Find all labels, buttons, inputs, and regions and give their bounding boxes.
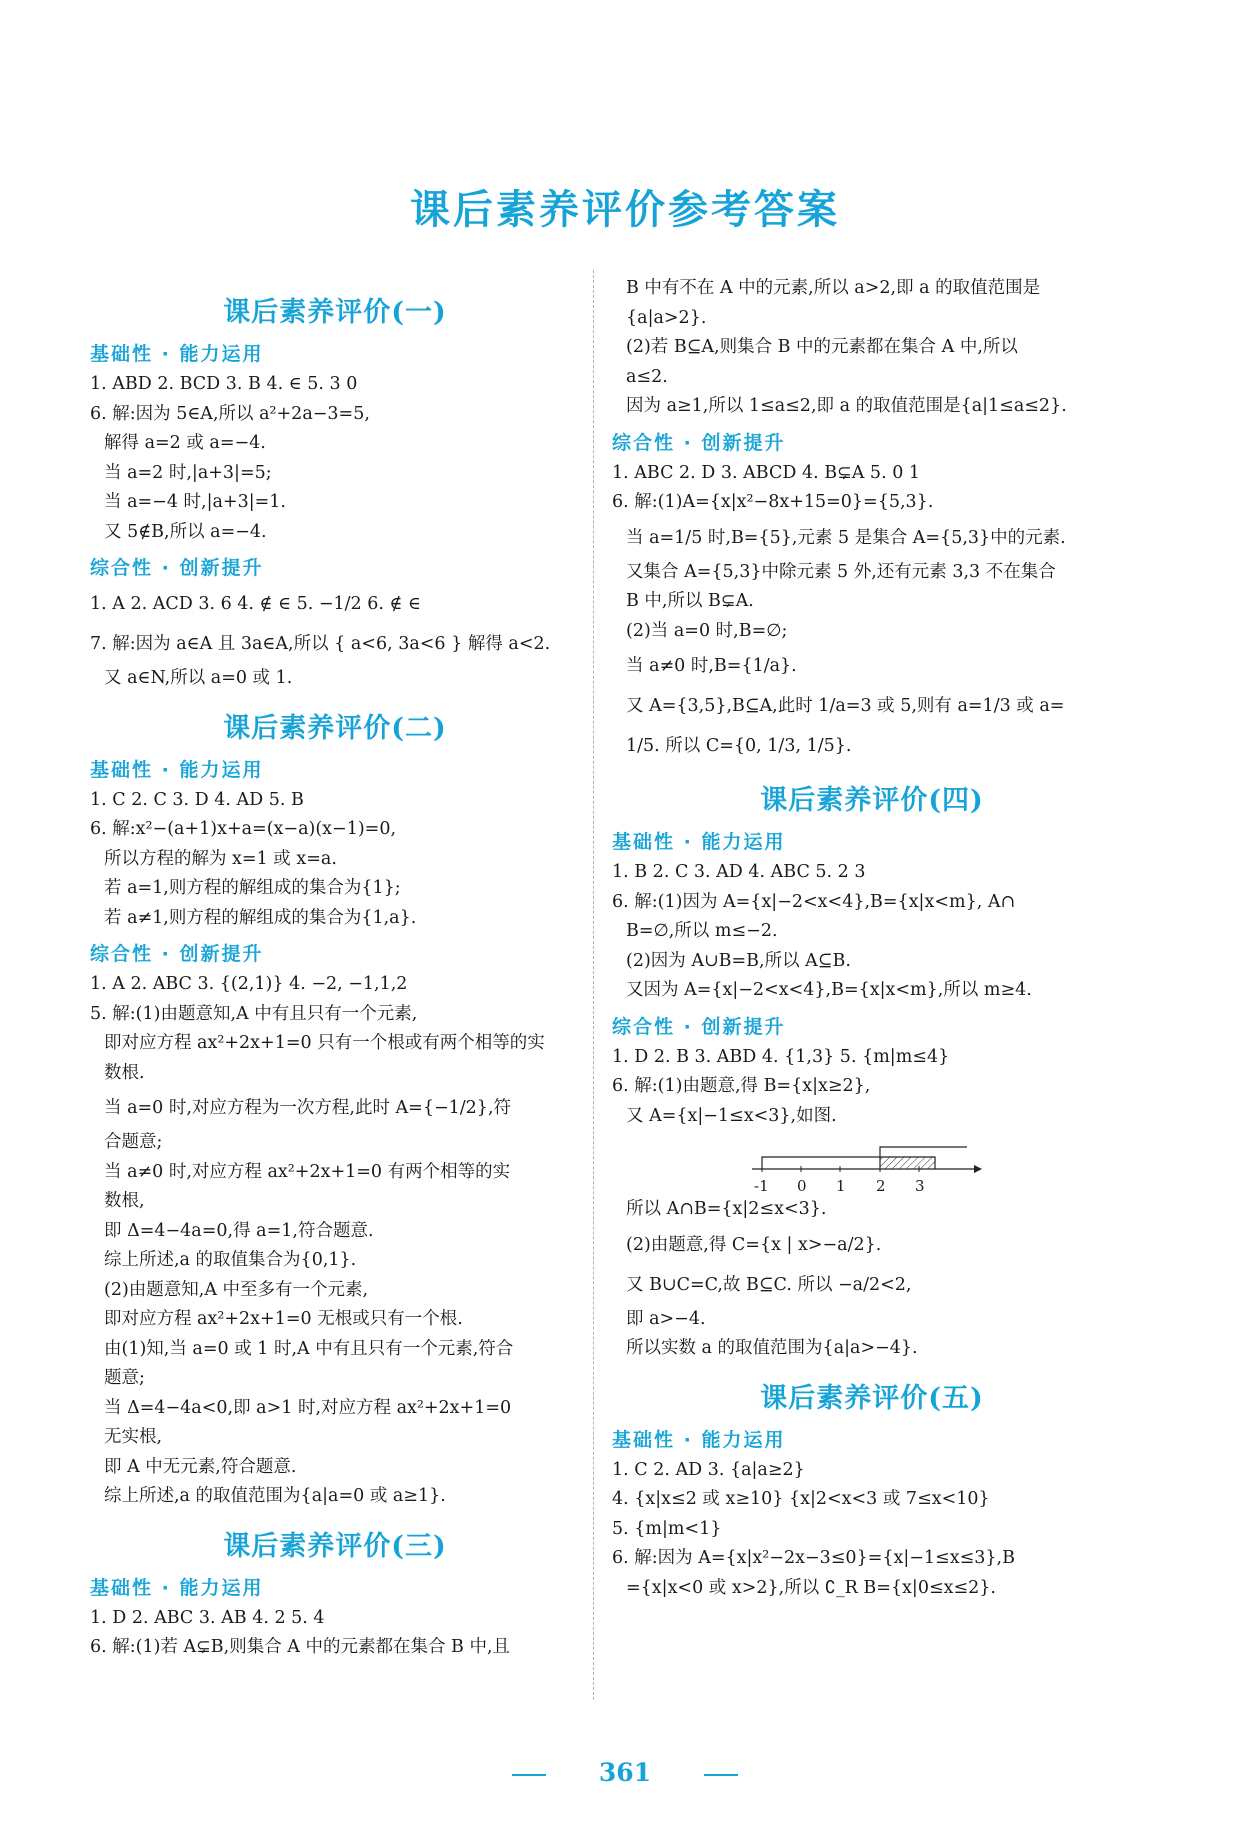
answer-line: 即对应方程 ax²+2x+1=0 只有一个根或有两个相等的实 — [104, 1033, 545, 1053]
number-line-figure — [752, 1139, 982, 1195]
answer-line: 综上所述,a 的取值范围为{a|a=0 或 a≥1}. — [104, 1486, 446, 1506]
answer-line: 6. 解:(1)若 A⊊B,则集合 A 中的元素都在集合 B 中,且 — [90, 1637, 511, 1657]
answer-line: 即 Δ=4−4a=0,得 a=1,符合题意. — [104, 1220, 374, 1241]
answer-line: 6. 解:(1)由题意,得 B={x|x≥2}, — [612, 1076, 871, 1096]
answer-line: (2)因为 A∪B=B,所以 A⊆B. — [626, 950, 851, 971]
answer-line: 5. {m|m<1} — [612, 1518, 722, 1539]
answer-line: 当 a=1/5 时,B={5},元素 5 是集合 A={5,3}中的元素. — [626, 527, 1066, 548]
answer-line: 1. C 2. C 3. D 4. AD 5. B — [90, 789, 304, 810]
answer-line: (2)由题意,得 C={x | x>−a/2}. — [626, 1234, 882, 1255]
answer-line: 1/5. 所以 C={0, 1/3, 1/5}. — [626, 736, 852, 756]
answer-line: 解得 a=2 或 a=−4. — [104, 433, 266, 453]
answer-line: 1. B 2. C 3. AD 4. ABC 5. 2 3 — [612, 862, 866, 882]
answer-line: 当 a=0 时,对应方程为一次方程,此时 A={−1/2},符 — [104, 1098, 512, 1118]
answer-line: 当 Δ=4−4a<0,即 a>1 时,对应方程 ax²+2x+1=0 — [104, 1397, 512, 1418]
answer-line: 6. 解:(1)A={x|x²−8x+15=0}={5,3}. — [612, 492, 934, 512]
answer-line: 又 A={x|−1≤x<3},如图. — [626, 1105, 837, 1126]
section-5-basic-heading: 基础性 · 能力运用 — [612, 1428, 786, 1451]
answer-line: 1. D 2. B 3. ABD 4. {1,3} 5. {m|m≤4} — [612, 1046, 950, 1067]
answer-line: B 中,所以 B⊊A. — [626, 591, 754, 611]
answer-line: (2)当 a=0 时,B=∅; — [626, 620, 788, 641]
answer-line: 综上所述,a 的取值集合为{0,1}. — [104, 1250, 357, 1270]
answer-line: ={x|x<0 或 x>2},所以 ∁_R B={x|0≤x≤2}. — [626, 1577, 996, 1598]
answer-line: 5. 解:(1)由题意知,A 中有且只有一个元素, — [90, 1003, 418, 1024]
section-3-advanced-heading: 综合性 · 创新提升 — [612, 431, 786, 454]
answer-line: B=∅,所以 m≤−2. — [626, 921, 778, 941]
answer-line: 题意; — [104, 1368, 145, 1388]
answer-line: 1. A 2. ABC 3. {(2,1)} 4. −2, −1,1,2 — [90, 974, 408, 994]
answer-line: 又因为 A={x|−2<x<4},B={x|x<m},所以 m≥4. — [626, 980, 1032, 1000]
answer-line: 1. D 2. ABC 3. AB 4. 2 5. 4 — [90, 1607, 325, 1628]
answer-line: a≤2. — [626, 366, 668, 387]
answer-line: 6. 解:因为 A={x|x²−2x−3≤0}={x|−1≤x≤3},B — [612, 1548, 1015, 1568]
answer-line: 即对应方程 ax²+2x+1=0 无根或只有一个根. — [104, 1309, 463, 1329]
answer-line: 1. C 2. AD 3. {a|a≥2} — [612, 1459, 805, 1480]
number-line-label: 0 — [797, 1177, 807, 1195]
answer-line: 又 B∪C=C,故 B⊆C. 所以 −a/2<2, — [626, 1274, 912, 1295]
right-column — [612, 274, 1132, 1603]
number-line-label: 3 — [915, 1177, 925, 1195]
answer-line: 当 a=2 时,|a+3|=5; — [104, 462, 272, 483]
answer-line: 又 5∉B,所以 a=−4. — [104, 521, 267, 542]
answer-line: (2)若 B⊆A,则集合 B 中的元素都在集合 A 中,所以 — [626, 337, 1018, 357]
answer-line: 即 A 中无元素,符合题意. — [104, 1456, 297, 1477]
answer-line: 又集合 A={5,3}中除元素 5 外,还有元素 3,3 不在集合 — [626, 561, 1056, 582]
answer-line: 所以 A∩B={x|2≤x<3}. — [626, 1199, 827, 1219]
section-4-advanced-heading: 综合性 · 创新提升 — [612, 1015, 786, 1038]
page-title: 课后素养评价参考答案 — [410, 186, 840, 233]
answer-line: 当 a≠0 时,对应方程 ax²+2x+1=0 有两个相等的实 — [104, 1161, 511, 1182]
section-title-2: 课后素养评价(二) — [223, 712, 447, 744]
answer-line: 当 a≠0 时,B={1/a}. — [626, 656, 797, 676]
page-number: 361 — [598, 1758, 652, 1787]
section-2-basic-heading: 基础性 · 能力运用 — [90, 758, 264, 781]
answer-line: 1. ABD 2. BCD 3. B 4. ∈ 5. 3 0 — [90, 374, 358, 394]
answer-line: 数根, — [104, 1191, 145, 1211]
answer-line: 由(1)知,当 a=0 或 1 时,A 中有且只有一个元素,符合 — [104, 1338, 514, 1359]
left-column — [90, 278, 580, 1663]
answer-line: 若 a=1,则方程的解组成的集合为{1}; — [104, 878, 401, 898]
column-divider — [593, 270, 594, 1700]
answer-line: {a|a>2}. — [626, 307, 707, 328]
answer-line: 1. ABC 2. D 3. ABCD 4. B⊊A 5. 0 1 — [612, 462, 921, 483]
answer-line: 6. 解:(1)因为 A={x|−2<x<4},B={x|x<m}, A∩ — [612, 891, 1016, 912]
section-4-basic-heading: 基础性 · 能力运用 — [612, 831, 786, 853]
number-line-graphic — [752, 1139, 982, 1179]
answer-line: (2)由题意知,A 中至多有一个元素, — [104, 1279, 369, 1300]
answer-line: 6. 解:x²−(a+1)x+a=(x−a)(x−1)=0, — [90, 819, 397, 839]
answer-line: 因为 a≥1,所以 1≤a≤2,即 a 的取值范围是{a|1≤a≤2}. — [626, 396, 1067, 416]
answer-line: 又 A={3,5},B⊆A,此时 1/a=3 或 5,则有 a=1/3 或 a= — [626, 696, 1065, 716]
answer-line: 合题意; — [104, 1132, 163, 1152]
answer-line: B 中有不在 A 中的元素,所以 a>2,即 a 的取值范围是 — [626, 278, 1041, 298]
section-title-5: 课后素养评价(五) — [760, 1382, 984, 1414]
answer-line: 所以方程的解为 x=1 或 x=a. — [104, 848, 337, 869]
number-line-label: 1 — [836, 1177, 846, 1195]
section-3-basic-heading: 基础性 · 能力运用 — [90, 1576, 264, 1599]
answer-line: 即 a>−4. — [626, 1308, 706, 1329]
answer-line: 所以实数 a 的取值范围为{a|a>−4}. — [626, 1338, 918, 1358]
section-1-advanced-heading: 综合性 · 创新提升 — [90, 557, 264, 579]
answer-line: 4. {x|x≤2 或 x≥10} {x|2<x<3 或 7≤x<10} — [612, 1489, 990, 1509]
answer-line: 7. 解:因为 a∈A 且 3a∈A,所以 { a<6, 3a<6 } 解得 a<2. — [90, 634, 551, 654]
answer-line: 1. A 2. ACD 3. 6 4. ∉ ∈ 5. −1/2 6. ∉ ∈ — [90, 594, 421, 614]
answer-line: 若 a≠1,则方程的解组成的集合为{1,a}. — [104, 907, 417, 928]
section-title-3: 课后素养评价(三) — [223, 1530, 447, 1562]
page-number-dash-right — [704, 1774, 738, 1776]
section-title-4: 课后素养评价(四) — [760, 785, 984, 816]
answer-line: 又 a∈N,所以 a=0 或 1. — [104, 668, 293, 688]
answer-line: 数根. — [104, 1062, 145, 1083]
section-1-basic-heading: 基础性 · 能力运用 — [90, 343, 264, 365]
answer-line: 6. 解:因为 5∈A,所以 a²+2a−3=5, — [90, 403, 370, 424]
number-line-label: 2 — [876, 1177, 886, 1195]
section-title-1: 课后素养评价(一) — [223, 297, 447, 328]
section-2-advanced-heading: 综合性 · 创新提升 — [90, 943, 264, 965]
answer-line: 当 a=−4 时,|a+3|=1. — [104, 492, 286, 512]
number-line-label: -1 — [754, 1177, 769, 1195]
answer-line: 无实根, — [104, 1427, 163, 1447]
